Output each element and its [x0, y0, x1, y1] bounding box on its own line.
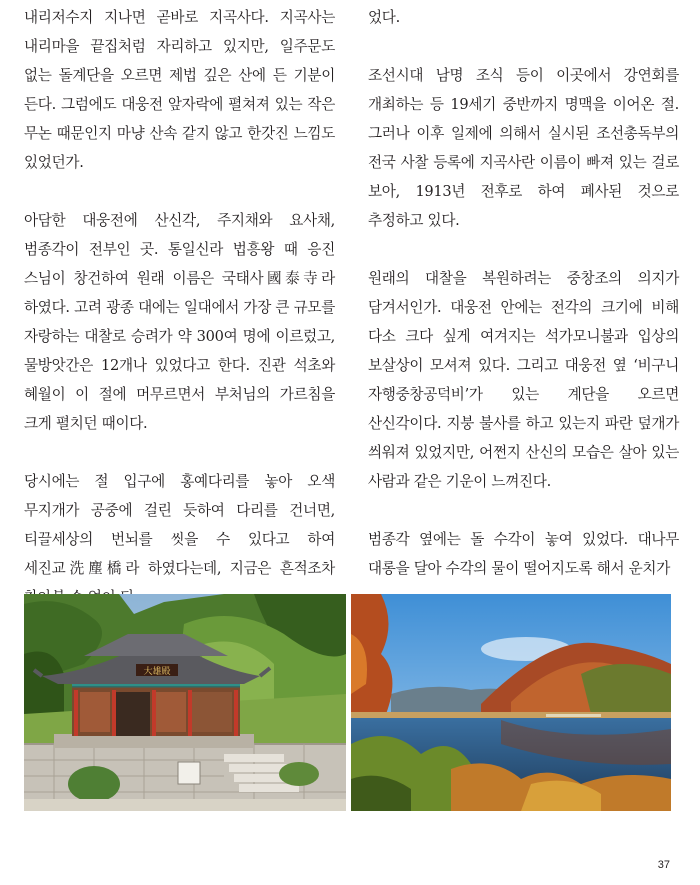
signboard-text: 大雄殿 — [143, 667, 171, 677]
right-paragraph-4: 범종각 옆에는 돌 수각이 놓여 있었다. 대나무 대롱을 달아 수각의 물이 떨어지도록 해서 운치가 — [368, 531, 679, 577]
left-paragraph-3: 당시에는 절 입구에 홍예다리를 놓아 오색 무지개가 공중에 걸린 듯하여 다리를 건너면, 티끌세상의 번뇌를 씻을 수 있다고 하여 세진교洗塵橋라 하였다는데, 지금은 흔적조차 — [24, 473, 335, 577]
temple-hall-photo — [24, 594, 346, 811]
right-paragraph-1: 었다. — [368, 9, 400, 26]
right-paragraph-2: 조선시대 남명 조식 등이 이곳에서 강연회를 개최하는 등 19세기 중반까지 명맥을 이어온 절. 그러나 이후 일제에 의해서 실시된 조선총독부의 전국 사찰 등록에 지곡사란 이름이 빠져 있는 걸로 보아, 1913년 전후로 하여 폐사된 것으로 추정하고 있다. — [368, 67, 679, 229]
right-paragraph-3: 원래의 대찰을 복원하려는 중창조의 의지가 담겨서인가. 대웅전 안에는 전각의 크기에 비해 다소 크다 싶게 여겨지는 석가모니불과 입상의 보살상이 모셔져 있다. 그리고 대웅전 옆 ‘비구니 자행중창공덕비’가 있는 계단을 오르면 산신각이다. 지붕 불사를 하고 있는지 파란 덮개가 씌워져 있었지만, 어쩐지 산신의 모습은 살아 있는 사람과 같은 기운이 느껴진다. — [368, 270, 679, 490]
right-column — [368, 0, 679, 583]
left-paragraph-2: 아담한 대웅전에 산신각, 주지채와 요사채, 범종각이 전부인 곳. 통일신라 법흥왕 때 응진 스님이 창건하여 원래 이름은 국태사國泰寺라 하였다. 고려 광종 대에는 일대에서 가장 큰 규모를 자랑하는 대찰로 승려가 약 300여 명에 이르렀고, 물방앗간은 12개나 있었다고 한다. 진관 석초와 혜월이 이 절에 머무르면서 부처님의 가르침을 크게 펼치던 때이다. — [24, 212, 335, 432]
reservoir-photo — [351, 594, 671, 811]
left-column — [24, 0, 335, 612]
page-number: 37 — [657, 859, 670, 871]
left-paragraph-1: 내리저수지 지나면 곧바로 지곡사다. 지곡사는 내리마을 끝집처럼 자리하고 있지만, 일주문도 없는 돌계단을 오르면 제법 깊은 산에 든 기분이 든다. 그럼에도 대웅전 앞자락에 펼쳐져 있는 작은 무논 때문인지 마냥 산속 같지 않고 한갓진 느낌도 있었던가. — [24, 9, 335, 171]
